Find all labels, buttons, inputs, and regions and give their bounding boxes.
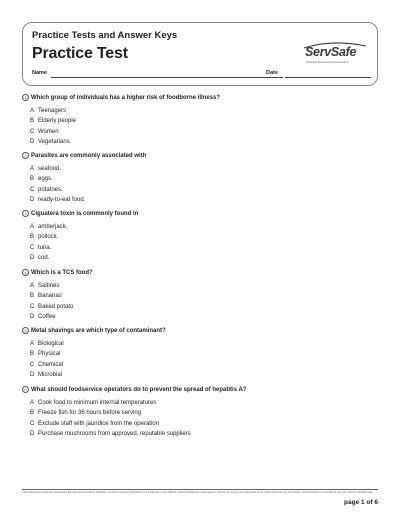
option-letter: A [30,400,35,407]
question-text: Parasites are commonly associated with [31,152,147,159]
servsafe-logo [305,45,365,69]
date-field-line[interactable] [285,77,371,78]
option-letter: D [30,314,35,321]
answer-option [30,164,146,174]
option-letter: B [30,118,35,125]
answer-option [30,349,166,359]
option-text: Coffee [38,314,56,321]
option-letter: C [30,420,35,427]
option-text: ready-to-eat food. [38,197,86,204]
answer-option [30,195,146,205]
answer-option [30,291,93,301]
answer-option [30,232,138,242]
question-number-badge: 2 [22,152,29,159]
option-letter: D [30,139,35,146]
option-text: Exclude staff with jaundice from the operation [38,420,159,427]
question-text: Ciguatera toxin is commonly found in [31,210,139,217]
answer-option [30,222,138,232]
answer-option [30,137,220,147]
question-2 [22,151,146,205]
option-text: Purchase mushrooms from approved, reputable suppliers [38,431,191,438]
option-letter: A [30,224,35,231]
answer-option [30,419,246,429]
answer-option [30,127,220,137]
option-letter: C [30,128,35,135]
option-text: Physical [38,351,61,358]
question-6 [22,385,246,439]
option-text: Saltines [38,283,60,290]
question-4 [22,268,93,322]
answer-option [30,339,166,349]
answer-option [30,370,166,380]
name-field-line[interactable] [51,77,283,78]
option-text: potatoes. [38,186,63,193]
option-letter: C [30,361,35,368]
option-letter: A [30,341,35,348]
footer-divider [22,489,378,490]
name-label: Name [32,70,47,76]
option-text: cod. [38,255,50,262]
question-text: What should foodservice operators do to prevent the spread of hepatitis A? [31,386,247,393]
question-number-badge: 5 [22,327,29,334]
question-number-badge: 4 [22,269,29,276]
answer-option [30,408,246,418]
option-letter: B [30,176,35,183]
question-number-badge: 6 [22,386,29,393]
option-letter: A [30,166,35,173]
option-letter: A [30,283,35,290]
answer-option [30,116,220,126]
option-text: pollock. [38,234,59,241]
question-number-badge: 3 [22,210,29,217]
option-letter: C [30,303,35,310]
logo-name: ServSafe [305,45,357,59]
answer-option [30,429,246,439]
answer-option [30,312,93,322]
option-text: eggs. [38,176,53,183]
answer-option [30,360,166,370]
option-letter: B [30,234,35,241]
option-letter: C [30,244,35,251]
question-text: Which group of individuals has a higher risk of foodborne illness? [31,94,221,101]
option-text: Teenagers [38,108,67,115]
page-number: page 1 of 6 [344,499,378,506]
option-text: Vegetarians [38,139,70,146]
option-letter: D [30,372,35,379]
header-box [22,22,378,86]
option-letter: B [30,293,35,300]
option-text: Cook food to minimum internal temperatures [38,400,157,407]
option-text: seafood. [38,166,62,173]
option-text: Elderly people [38,118,77,125]
option-text: Microbial [38,372,63,379]
answer-option [30,302,93,312]
option-text: Biological [38,341,64,348]
question-number-badge: 1 [22,94,29,101]
question-text: Which is a TCS food? [31,269,93,276]
option-text: tuna. [38,244,52,251]
option-text: Women [38,128,59,135]
answer-option [30,398,246,408]
logo-tagline: National Restaurant Association [306,60,349,64]
answer-option [30,174,146,184]
page-title: Practice Test [32,45,128,62]
option-text: Chemical [38,361,64,368]
option-text: Bananas [38,293,62,300]
answer-option [30,106,220,116]
answer-option [30,281,93,291]
option-letter: D [30,197,35,204]
footer-copyright: ©2014 National Restaurant Association Educational Foundation (NRAEF). All rights reserved. ServSafe® is a trademark of the NRAEF. National Restaurant Association® and the arc design are trademarks of the National Restaurant Association. Reproducible for instructional use only. Not for individual sale. [22,491,374,494]
question-text: Metal shavings are which type of contaminant? [31,327,166,334]
option-text: amberjack. [38,224,68,231]
option-letter: B [30,351,35,358]
answer-option [30,185,146,195]
question-1 [22,93,220,147]
question-3 [22,209,138,263]
date-label: Date [266,70,278,76]
question-5 [22,326,166,380]
section-subtitle: Practice Tests and Answer Keys [32,30,178,41]
answer-option [30,253,138,263]
option-letter: D [30,431,35,438]
option-letter: D [30,255,35,262]
answer-option [30,243,138,253]
option-letter: A [30,108,35,115]
option-letter: B [30,410,35,417]
option-text: Baked potato [38,303,74,310]
option-letter: C [30,186,35,193]
option-text: Freeze fish for 36 hours before serving [38,410,142,417]
